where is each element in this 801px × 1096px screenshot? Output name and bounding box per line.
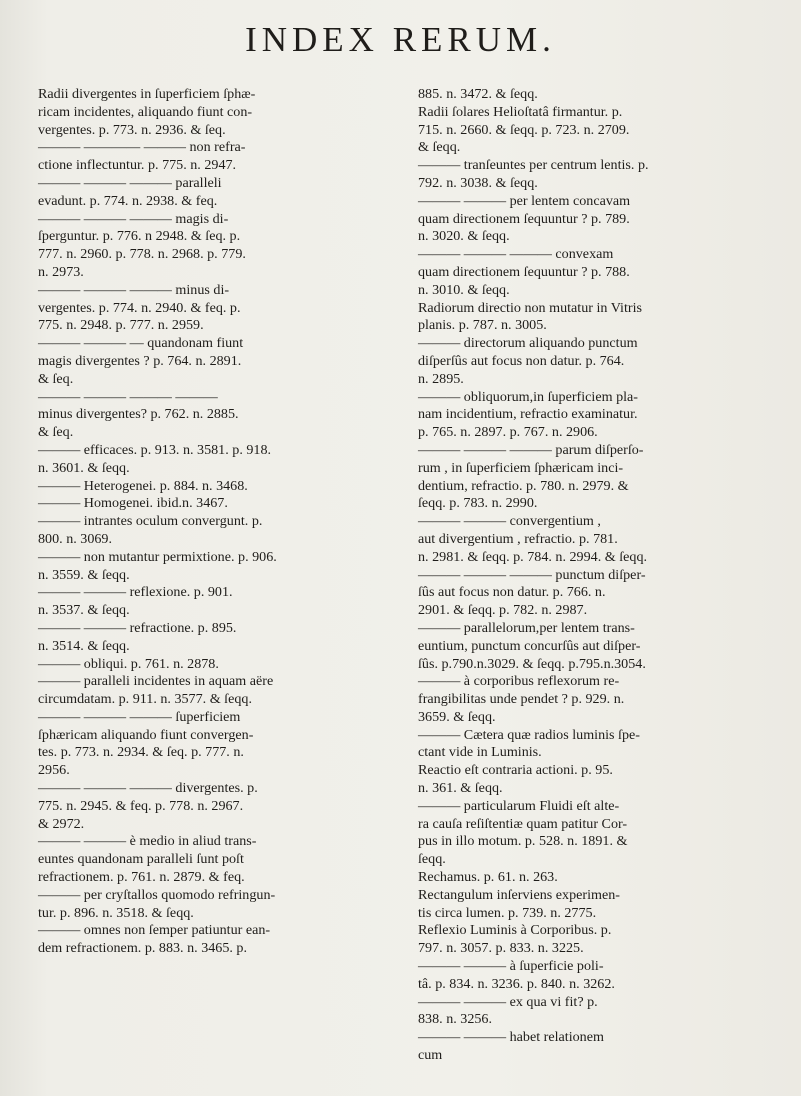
index-line: 792. n. 3038. & ſeqq. bbox=[418, 174, 538, 191]
index-line: pus in illo motum. p. 528. n. 1891. & bbox=[418, 833, 628, 850]
index-line: ——— per cryſtallos quomodo refringun- bbox=[38, 886, 276, 903]
index-line: cum bbox=[418, 1047, 443, 1064]
index-line: & ſeq. bbox=[38, 370, 74, 387]
index-line: quam directionem ſequuntur ? p. 789. bbox=[418, 210, 630, 227]
index-line: Reflexio Luminis à Corporibus. p. bbox=[418, 922, 612, 939]
index-line: Rectangulum inſerviens experimen- bbox=[418, 886, 620, 903]
index-line: n. 2895. bbox=[418, 370, 464, 387]
index-line: n. 361. & ſeqq. bbox=[418, 780, 503, 797]
index-line: ——— ——— ——— minus di- bbox=[38, 281, 230, 298]
index-line: ——— ——— — quandonam fiunt bbox=[38, 335, 244, 352]
index-line: ——— obliqui. p. 761. n. 2878. bbox=[38, 655, 219, 672]
index-line: magis divergentes ? p. 764. n. 2891. bbox=[38, 352, 242, 369]
index-line: ——— omnes non ſemper patiuntur ean- bbox=[38, 922, 271, 939]
index-line: minus divergentes? p. 762. n. 2885. bbox=[38, 406, 239, 423]
index-line: ——— ———— ——— non refra- bbox=[38, 139, 246, 156]
index-line: ra cauſa reſiſtentiæ quam patitur Cor- bbox=[418, 815, 628, 832]
index-line: ——— ——— convergentium , bbox=[418, 513, 601, 530]
index-line: ——— ——— ——— ſuperficiem bbox=[38, 708, 241, 725]
index-line: Radii divergentes in ſuperficiem ſphæ- bbox=[38, 86, 256, 102]
index-line: tes. p. 773. n. 2934. & ſeq. p. 777. n. bbox=[38, 744, 244, 761]
index-line: & ſeqq. bbox=[418, 139, 461, 156]
index-line: n. 3537. & ſeqq. bbox=[38, 602, 130, 619]
index-line: 838. n. 3256. bbox=[418, 1011, 492, 1028]
index-line: & 2972. bbox=[38, 815, 85, 832]
index-line: ——— ——— ——— convexam bbox=[418, 246, 614, 263]
index-line: 800. n. 3069. bbox=[38, 530, 112, 547]
index-line: ——— à corporibus reflexorum re- bbox=[418, 673, 620, 690]
index-line: ——— Heterogenei. p. 884. n. 3468. bbox=[38, 477, 248, 494]
index-line: ——— ——— à ſuperficie poli- bbox=[418, 958, 604, 975]
index-line: & ſeq. bbox=[38, 424, 74, 441]
index-line: tâ. p. 834. n. 3236. p. 840. n. 3262. bbox=[418, 975, 615, 992]
index-line: circumdatam. p. 911. n. 3577. & ſeqq. bbox=[38, 691, 252, 708]
index-line: n. 3020. & ſeqq. bbox=[418, 228, 510, 245]
index-line: ſûs. p.790.n.3029. & ſeqq. p.795.n.3054. bbox=[418, 655, 646, 672]
index-line: rum , in ſuperficiem ſphæricam inci- bbox=[418, 459, 624, 476]
index-line: dentium, refractio. p. 780. n. 2979. & bbox=[418, 477, 629, 494]
index-line: planis. p. 787. n. 3005. bbox=[418, 317, 547, 334]
index-line: 715. n. 2660. & ſeqq. p. 723. n. 2709. bbox=[418, 121, 630, 138]
index-line: ——— Homogenei. ibid.n. 3467. bbox=[38, 495, 228, 512]
index-line: n. 2973. bbox=[38, 263, 84, 280]
index-line: ——— ——— per lentem concavam bbox=[418, 192, 631, 209]
index-line: ——— ——— ——— divergentes. p. bbox=[38, 780, 258, 797]
index-line: euntes quandonam paralleli ſunt poſt bbox=[38, 851, 244, 868]
index-line: diſperſûs aut focus non datur. p. 764. bbox=[418, 352, 625, 369]
index-line: ——— ——— reflexione. p. 901. bbox=[38, 584, 233, 601]
index-line: ——— ——— ——— ——— bbox=[38, 388, 218, 405]
index-line: ——— ——— ——— paralleli bbox=[38, 174, 222, 191]
index-line: n. 2981. & ſeqq. p. 784. n. 2994. & ſeqq. bbox=[418, 548, 648, 565]
index-line: Rechamus. p. 61. n. 263. bbox=[418, 869, 558, 886]
index-line: ——— parallelorum,per lentem trans- bbox=[418, 619, 635, 636]
index-line: Reactio eſt contraria actioni. p. 95. bbox=[418, 762, 613, 779]
index-line: n. 3601. & ſeqq. bbox=[38, 459, 130, 476]
index-line: 2901. & ſeqq. p. 782. n. 2987. bbox=[418, 602, 588, 619]
index-line: dem refractionem. p. 883. n. 3465. p. bbox=[38, 940, 248, 957]
index-line: n. 3010. & ſeqq. bbox=[418, 281, 510, 298]
index-line: ctione inflectuntur. p. 775. n. 2947. bbox=[38, 157, 237, 174]
index-line: 775. n. 2948. p. 777. n. 2959. bbox=[38, 317, 204, 334]
index-line: refractionem. p. 761. n. 2879. & feq. bbox=[38, 869, 245, 886]
index-line: ——— efficaces. p. 913. n. 3581. p. 918. bbox=[38, 441, 272, 458]
index-line: Radiorum directio non mutatur in Vitris bbox=[418, 299, 642, 316]
index-line: tur. p. 896. n. 3518. & ſeqq. bbox=[38, 904, 194, 921]
index-line: 775. n. 2945. & feq. p. 778. n. 2967. bbox=[38, 797, 244, 814]
index-line: ricam incidentes, aliquando fiunt con- bbox=[38, 103, 253, 120]
index-line: tis circa lumen. p. 739. n. 2775. bbox=[418, 904, 597, 921]
index-line: ——— ——— ex qua vi fit? p. bbox=[418, 993, 598, 1010]
index-line: ——— ——— ——— magis di- bbox=[38, 210, 229, 227]
index-line: vergentes. p. 773. n. 2936. & ſeq. bbox=[38, 121, 226, 138]
index-line: ——— intrantes oculum convergunt. p. bbox=[38, 513, 263, 530]
index-line: ——— paralleli incidentes in aquam aëre bbox=[38, 673, 274, 690]
index-line: ſperguntur. p. 776. n 2948. & ſeq. p. bbox=[38, 228, 241, 245]
index-line: ——— ——— è medio in aliud trans- bbox=[38, 833, 257, 850]
index-line: n. 3559. & ſeqq. bbox=[38, 566, 130, 583]
index-line: n. 3514. & ſeqq. bbox=[38, 637, 130, 654]
index-line: ——— non mutantur permixtione. p. 906. bbox=[38, 548, 277, 565]
index-line: ſphæricam aliquando fiunt convergen- bbox=[38, 726, 254, 743]
index-line: ——— ——— habet relationem bbox=[418, 1029, 604, 1046]
index-line: frangibilitas unde pendet ? p. 929. n. bbox=[418, 691, 625, 708]
index-line: euntium, punctum concurſûs aut diſper- bbox=[418, 637, 641, 654]
index-line: 2956. bbox=[38, 762, 70, 779]
index-line: 885. n. 3472. & ſeqq. bbox=[418, 86, 538, 102]
page-header: INDEX RERUM. bbox=[245, 20, 556, 59]
index-column-left bbox=[38, 86, 406, 958]
index-line: Radii ſolares Helioſtatâ firmantur. p. bbox=[418, 103, 623, 120]
index-line: quam directionem ſequuntur ? p. 788. bbox=[418, 263, 630, 280]
index-line: vergentes. p. 774. n. 2940. & feq. p. bbox=[38, 299, 241, 316]
index-line: ——— obliquorum,in ſuperficiem pla- bbox=[418, 388, 638, 405]
index-line: ——— ——— ——— parum diſperſo- bbox=[418, 441, 644, 458]
index-line: ——— Cætera quæ radios luminis ſpe- bbox=[418, 726, 640, 743]
index-line: 3659. & ſeqq. bbox=[418, 708, 496, 725]
index-line: 797. n. 3057. p. 833. n. 3225. bbox=[418, 940, 584, 957]
index-line: ——— particularum Fluidi eſt alte- bbox=[418, 797, 620, 814]
index-line: ——— ——— ——— punctum diſper- bbox=[418, 566, 646, 583]
index-line: 777. n. 2960. p. 778. n. 2968. p. 779. bbox=[38, 246, 246, 263]
index-line: ſûs aut focus non datur. p. 766. n. bbox=[418, 584, 606, 601]
index-line: ——— tranſeuntes per centrum lentis. p. bbox=[418, 157, 649, 174]
index-line: ——— directorum aliquando punctum bbox=[418, 335, 638, 352]
index-line: p. 765. n. 2897. p. 767. n. 2906. bbox=[418, 424, 598, 441]
index-column-right bbox=[418, 86, 790, 1065]
index-line: ——— ——— refractione. p. 895. bbox=[38, 619, 237, 636]
index-line: ctant vide in Luminis. bbox=[418, 744, 542, 761]
index-line: aut divergentium , refractio. p. 781. bbox=[418, 530, 618, 547]
index-line: nam incidentium, refractio examinatur. bbox=[418, 406, 638, 423]
index-line: ſeqq. bbox=[418, 851, 446, 868]
index-line: evadunt. p. 774. n. 2938. & feq. bbox=[38, 192, 218, 209]
index-line: ſeqq. p. 783. n. 2990. bbox=[418, 495, 538, 512]
